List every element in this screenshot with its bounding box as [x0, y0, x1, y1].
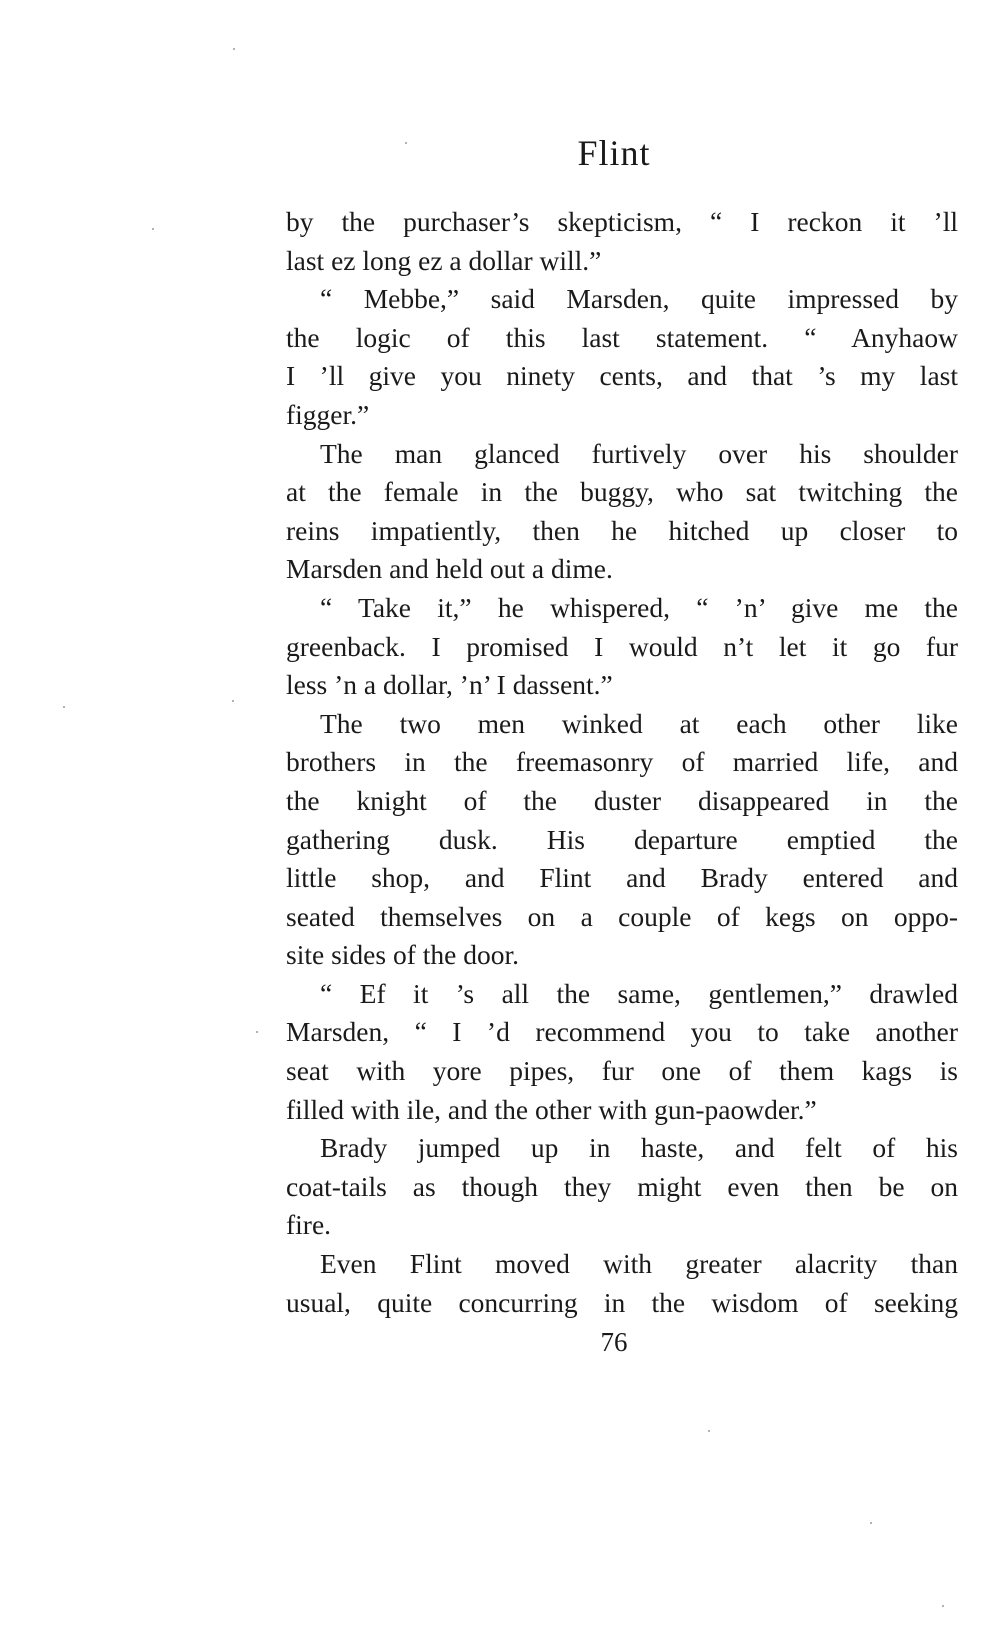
text-line: greenback. I promised I would n’t let it go fur [286, 630, 958, 662]
page-number: 76 [600, 1327, 628, 1357]
text-line: “ Mebbe,” said Marsden, quite impressed by [320, 283, 958, 315]
text-line: seated themselves on a couple of kegs on oppo- [286, 900, 958, 932]
text-line: usual, quite concurring in the wisdom of seeking [286, 1286, 958, 1318]
text-line: Marsden, “ I ’d recommend you to take another [286, 1016, 958, 1048]
text-line: I ’ll give you ninety cents, and that ’s my last [286, 360, 958, 392]
text-line: filled with ile, and the other with gun-paowder.” [286, 1093, 817, 1125]
text-line: seat with yore pipes, fur one of them kags is [286, 1055, 958, 1087]
text-line: last ez long ez a dollar will.” [286, 244, 602, 276]
scan-speck [708, 1430, 710, 1432]
text-line: fire. [286, 1209, 332, 1241]
text-line: at the female in the buggy, who sat twitching the [286, 476, 958, 508]
text-line: gathering dusk. His departure emptied the [286, 823, 958, 855]
scan-speck [233, 48, 235, 50]
scan-speck [942, 1605, 944, 1607]
scan-speck [152, 228, 154, 230]
text-line: little shop, and Flint and Brady entered and [286, 862, 958, 894]
text-line: The man glanced furtively over his shoulder [320, 437, 958, 469]
scan-speck [232, 700, 234, 702]
scan-speck [63, 706, 65, 708]
text-line: by the purchaser’s skepticism, “ I reckon it ’ll [286, 206, 958, 237]
text-line: less ’n a dollar, ’n’ I dassent.” [286, 669, 613, 701]
text-line: the logic of this last statement. “ Anyhaow [286, 321, 958, 353]
scan-speck [405, 142, 407, 144]
text-line: reins impatiently, then he hitched up closer to [286, 514, 958, 546]
text-line: site sides of the door. [286, 939, 519, 971]
text-line: the knight of the duster disappeared in the [286, 784, 958, 816]
text-line: Brady jumped up in haste, and felt of his [320, 1132, 958, 1164]
scan-speck [256, 1031, 258, 1033]
text-line: “ Ef it ’s all the same, gentlemen,” drawled [320, 977, 958, 1009]
text-line: figger.” [286, 398, 370, 430]
text-line: Even Flint moved with greater alacrity than [320, 1248, 958, 1280]
text-line: The two men winked at each other like [320, 707, 958, 739]
scan-speck [870, 1522, 872, 1524]
text-line: Marsden and held out a dime. [286, 553, 613, 585]
text-line: brothers in the freemasonry of married life, and [286, 746, 958, 778]
body-text [286, 203, 958, 1322]
text-line: coat-tails as though they might even then be on [286, 1170, 958, 1202]
text-line: “ Take it,” he whispered, “ ’n’ give me the [320, 591, 958, 623]
running-head: Flint [577, 133, 651, 173]
